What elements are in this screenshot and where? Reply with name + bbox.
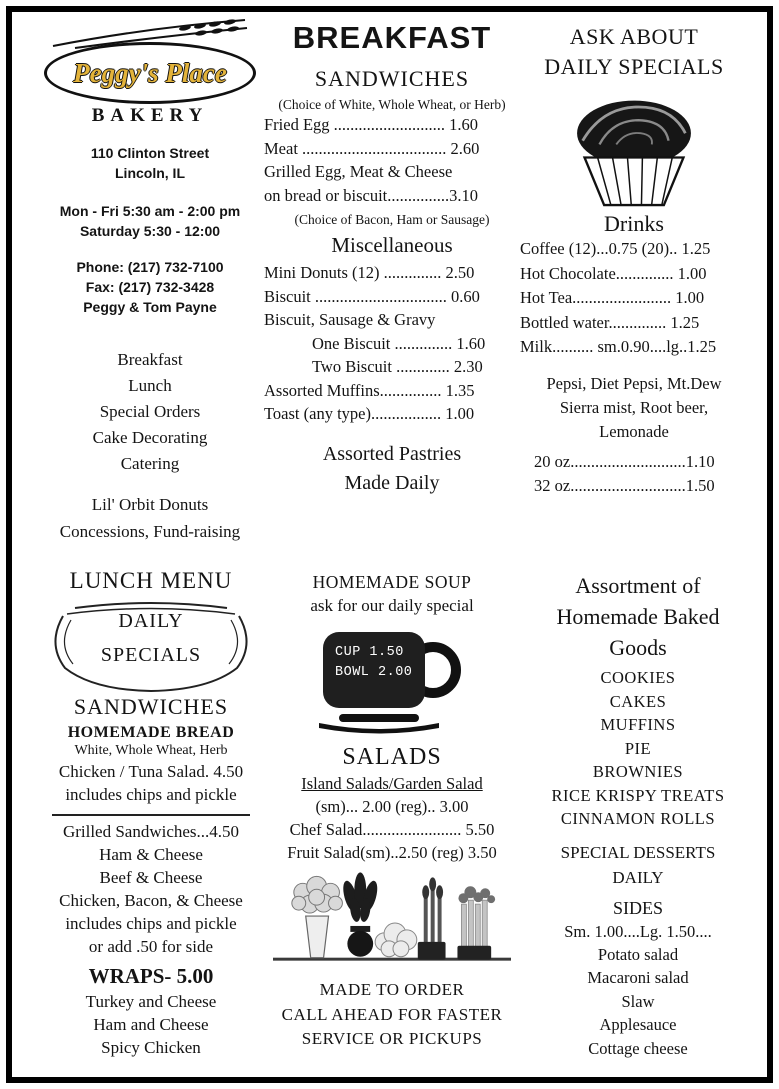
heading-line: Homemade Baked	[556, 604, 720, 629]
menu-line: Spicy Chicken	[101, 1038, 201, 1057]
soda-price-list	[520, 450, 748, 498]
menu-line: Fried Egg ........................... 1.60	[264, 115, 479, 134]
bread-note: White, Whole Wheat, Herb	[74, 743, 228, 758]
menu-line: Ham and Cheese	[93, 1015, 209, 1034]
hours-block	[34, 201, 266, 241]
sides-list	[520, 943, 756, 1061]
menu-line: Biscuit ................................ 0.60	[264, 286, 480, 306]
menu-line: includes chips and pickle	[65, 785, 237, 804]
menu-line: Grilled Sandwiches...4.50	[62, 822, 240, 841]
menu-line: Hot Tea........................ 1.00	[520, 288, 705, 307]
order-note	[266, 978, 518, 1052]
lunch-column	[34, 568, 268, 1059]
meat-choice-note: (Choice of Bacon, Ham or Sausage)	[294, 212, 490, 227]
menu-line: Hot Chocolate.............. 1.00	[520, 263, 707, 283]
menu-line: Chicken, Bacon, & Cheese	[59, 891, 243, 910]
wraps-list	[34, 990, 268, 1059]
sandwiches-heading: SANDWICHES	[314, 66, 470, 91]
order-note-line: MADE TO ORDER	[319, 980, 465, 999]
menu-line: Bottled water.............. 1.25	[520, 312, 700, 332]
menu-line: One Biscuit .............. 1.60	[312, 333, 486, 353]
phone-line: Phone: (217) 732-7100	[76, 259, 224, 275]
breakfast-column	[264, 20, 520, 498]
address-line-2: Lincoln, IL	[115, 165, 185, 181]
menu-line: on bread or biscuit...............3.10	[264, 185, 479, 205]
pastries-line-1: Assorted Pastries	[322, 442, 462, 465]
desserts-line-1: SPECIAL DESSERTS	[560, 842, 716, 862]
daily-specials-column	[520, 22, 748, 498]
sides-price-line: Sm. 1.00....Lg. 1.50....	[564, 921, 712, 941]
menu-line: Coffee (12)...0.75 (20).. 1.25	[520, 239, 711, 258]
menu-line: Lemonade	[599, 421, 669, 441]
daily-specials-jar	[45, 596, 257, 694]
logo-subtitle: BAKERY	[91, 105, 209, 126]
vegetables-illustration	[273, 870, 511, 970]
salads-heading: SALADS	[342, 744, 442, 770]
side-item: Slaw	[621, 991, 655, 1011]
homemade-bread-heading: HOMEMADE BREAD	[67, 724, 235, 741]
soup-salads-column	[266, 570, 518, 1052]
services-list	[34, 347, 266, 477]
menu-line: Chef Salad........................ 5.50	[289, 820, 495, 839]
pastries-note	[264, 440, 520, 498]
specials-label: SPECIALS	[100, 644, 202, 666]
ask-about-line-2: DAILY SPECIALS	[544, 54, 724, 79]
cup-price-labels	[335, 643, 412, 683]
hours-weekday: Mon - Fri 5:30 am - 2:00 pm	[59, 203, 241, 219]
menu-line: Mini Donuts (12) .............. 2.50	[264, 263, 475, 282]
menu-line: Chicken / Tuna Salad. 4.50	[58, 762, 244, 781]
special-desserts-note	[520, 840, 756, 890]
order-note-line: SERVICE OR PICKUPS	[301, 1029, 483, 1048]
breakfast-sandwich-list	[264, 113, 520, 207]
extra-item: Concessions, Fund-raising	[59, 522, 241, 541]
drinks-heading: Drinks	[604, 211, 664, 236]
lunch-sandwiches-heading: SANDWICHES	[73, 694, 229, 719]
heading-line: Goods	[609, 635, 667, 660]
baked-item: COOKIES	[600, 668, 676, 687]
baked-item: RICE KRISPY TREATS	[551, 785, 725, 805]
bowl-price: BOWL 2.00	[335, 665, 413, 680]
grilled-sandwich-list	[34, 820, 268, 958]
baked-item: CAKES	[609, 691, 667, 711]
side-item: Cottage cheese	[588, 1038, 688, 1058]
divider-line	[52, 814, 250, 816]
bakery-logo	[34, 14, 266, 127]
miscellaneous-heading: Miscellaneous	[331, 233, 453, 257]
cup-price: CUP 1.50	[335, 645, 404, 660]
service-item: Cake Decorating	[92, 428, 208, 447]
menu-line: 20 oz............................1.10	[534, 451, 715, 471]
bakery-info-column	[34, 14, 266, 545]
drinks-list	[520, 237, 748, 360]
address-block	[34, 143, 266, 183]
menu-line: includes chips and pickle	[65, 914, 237, 933]
menu-line: Biscuit, Sausage & Gravy	[264, 310, 436, 329]
contact-block	[34, 257, 266, 317]
service-item: Breakfast	[117, 350, 183, 369]
address-line-1: 110 Clinton Street	[90, 145, 210, 161]
menu-line: Meat ................................... 2.60	[264, 138, 480, 158]
side-item: Potato salad	[597, 944, 679, 964]
soup-note: ask for our daily special	[310, 596, 474, 615]
lunch-menu-heading: LUNCH MENU	[69, 568, 233, 593]
desserts-line-2: DAILY	[612, 867, 664, 887]
menu-line: Turkey and Cheese	[85, 992, 217, 1011]
baked-item: PIE	[624, 738, 652, 758]
menu-line: 32 oz............................1.50	[534, 475, 715, 495]
breakfast-title: BREAKFAST	[292, 20, 492, 55]
baked-item: BROWNIES	[592, 762, 684, 781]
salads-list	[266, 772, 518, 864]
heading-line: Assortment of	[575, 573, 701, 598]
homemade-soup-heading: HOMEMADE SOUP	[312, 572, 472, 592]
baked-item: MUFFINS	[600, 715, 676, 734]
sides-heading: SIDES	[612, 897, 663, 918]
menu-line: Island Salads/Garden Salad	[301, 774, 483, 793]
service-item: Catering	[120, 454, 180, 473]
menu-line: Fruit Salad(sm)..2.50 (reg) 3.50	[287, 843, 497, 862]
muffin-illustration	[564, 92, 704, 209]
bread-choice-note: (Choice of White, Whole Wheat, or Herb)	[278, 97, 506, 112]
menu-line: Toast (any type)................. 1.00	[264, 404, 475, 423]
logo-oval	[44, 42, 256, 104]
baked-goods-list	[520, 666, 756, 831]
owners-line: Peggy & Tom Payne	[83, 299, 217, 315]
menu-line: Beef & Cheese	[99, 868, 203, 887]
hours-saturday: Saturday 5:30 - 12:00	[79, 223, 221, 239]
menu-line: Two Biscuit ............. 2.30	[312, 357, 483, 376]
service-item: Special Orders	[99, 402, 201, 421]
daily-label: DAILY	[118, 610, 184, 632]
menu-line: or add .50 for side	[88, 937, 214, 956]
extra-item: Lil' Orbit Donuts	[91, 495, 209, 514]
order-note-line: CALL AHEAD FOR FASTER	[281, 1004, 503, 1024]
menu-line: Milk.......... sm.0.90....lg..1.25	[520, 337, 717, 356]
menu-line: (sm)... 2.00 (reg).. 3.00	[315, 797, 469, 816]
fax-line: Fax: (217) 732-3428	[85, 279, 215, 295]
menu-line: Pepsi, Diet Pepsi, Mt.Dew	[546, 373, 722, 393]
logo-name: Peggy's Place	[73, 57, 227, 88]
menu-line: Grilled Egg, Meat & Cheese	[264, 162, 453, 181]
soup-cup-illustration	[317, 626, 467, 738]
ask-about-line-1: ASK ABOUT	[569, 24, 699, 49]
pastries-line-2: Made Daily	[344, 471, 440, 494]
side-item: Macaroni salad	[587, 968, 689, 987]
soda-list	[520, 372, 748, 444]
ask-about-heading	[520, 22, 748, 82]
miscellaneous-list	[264, 261, 520, 426]
extras-list	[34, 491, 266, 545]
wraps-heading: WRAPS- 5.00	[88, 964, 214, 988]
baked-goods-heading	[520, 570, 756, 663]
baked-item: CINNAMON ROLLS	[560, 809, 716, 828]
menu-line: Ham & Cheese	[99, 845, 203, 864]
menu-line: Sierra mist, Root beer,	[559, 397, 709, 417]
baked-goods-column	[520, 570, 756, 1060]
side-item: Applesauce	[599, 1015, 677, 1034]
menu-line: Assorted Muffins............... 1.35	[264, 380, 475, 400]
service-item: Lunch	[128, 376, 172, 395]
